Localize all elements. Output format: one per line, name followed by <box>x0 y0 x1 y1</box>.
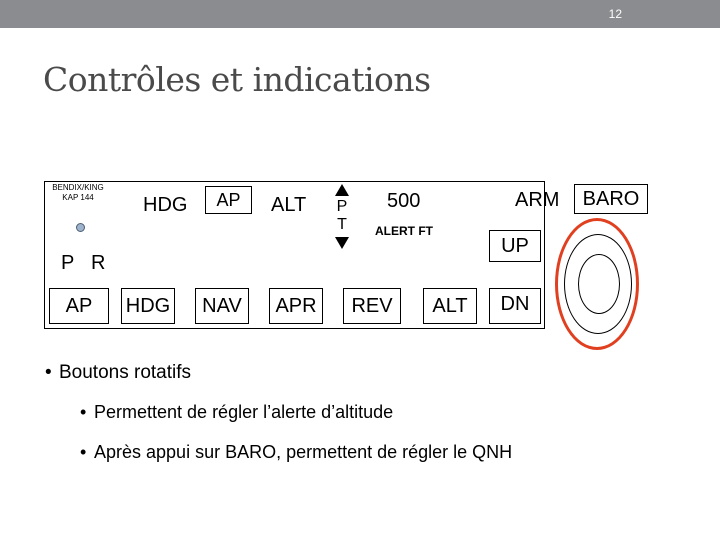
bullet-icon: • <box>80 402 87 422</box>
hdg-button[interactable]: HDG <box>121 288 175 324</box>
baro-button[interactable]: BARO <box>574 184 648 214</box>
up-button[interactable]: UP <box>489 230 541 262</box>
arm-annunciator: ARM <box>515 189 560 211</box>
dn-button[interactable]: DN <box>489 288 541 324</box>
brand-line-1: BENDIX/KING <box>52 183 104 192</box>
slide-number: 12 <box>608 7 622 21</box>
header-bar <box>0 0 720 28</box>
ap-button[interactable]: AP <box>49 288 109 324</box>
sub-bullet-item <box>80 402 393 423</box>
alt-annunciator: ALT <box>271 194 307 216</box>
bullet-text: Après appui sur BARO, permettent de régler le QNH <box>94 442 513 462</box>
bullet-icon: • <box>80 442 87 462</box>
altitude-alert-label: ALERT FT <box>375 224 433 238</box>
pitch-trim-p: P <box>336 198 348 215</box>
rotary-knob-inner[interactable] <box>578 254 620 314</box>
sub-bullet-item <box>80 442 512 463</box>
pitch-trim-t: T <box>337 216 347 233</box>
nav-button[interactable]: NAV <box>195 288 249 324</box>
autopilot-panel <box>44 181 560 329</box>
slide-title: Contrôles et indications <box>43 60 431 99</box>
bullet-text: Boutons rotatifs <box>59 362 192 383</box>
apr-button[interactable]: APR <box>269 288 323 324</box>
pitch-down-icon[interactable] <box>335 237 349 249</box>
brand-line-2: KAP 144 <box>62 193 94 202</box>
altitude-alert-value: 500 <box>387 190 421 212</box>
alt-button[interactable]: ALT <box>423 288 477 324</box>
hdg-annunciator: HDG <box>143 194 188 216</box>
pitch-up-icon[interactable] <box>335 184 349 196</box>
pitch-trim-label <box>335 198 349 234</box>
rev-button[interactable]: REV <box>343 288 401 324</box>
p-annunciator: P <box>61 252 75 274</box>
bullet-icon: • <box>45 362 52 383</box>
r-annunciator: R <box>91 252 106 274</box>
small-knob-icon[interactable] <box>76 223 85 232</box>
bullet-item <box>45 362 191 384</box>
ap-annunciator: AP <box>205 186 252 214</box>
bullet-text: Permettent de régler l’alerte d’altitude <box>94 402 394 422</box>
brand-label <box>51 183 105 203</box>
